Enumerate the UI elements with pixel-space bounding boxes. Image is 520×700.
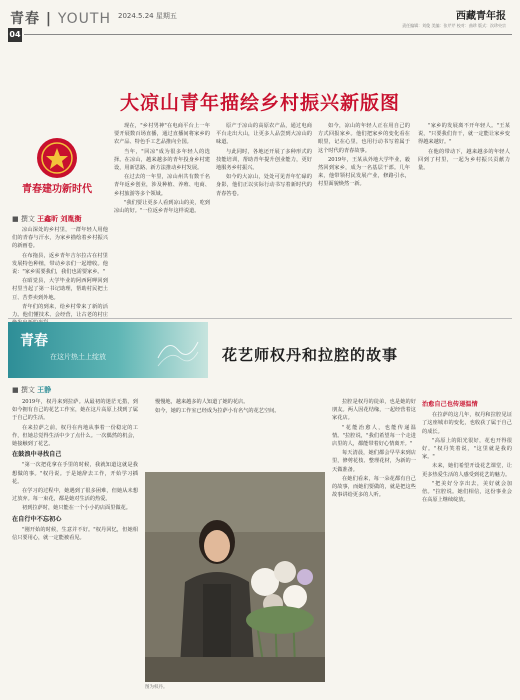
section-name: 青春	[10, 11, 40, 27]
paragraph: 如今，凉山的年轻人正在用自己的方式回报家乡。他们把家乡的变化看在眼里，记在心里，也用行动书写着属于这个时代的青春故事。	[318, 123, 410, 154]
banner-subtitle: 在这片热土上绽放	[50, 353, 106, 361]
paragraph: 青年们的到来，给乡村带来了新的活力。他们懂技术、会经营，让古老的村庄	[12, 303, 108, 319]
article1-byline: ■ 撰文 王鑫昕 刘胤衡	[12, 215, 82, 223]
subheading-2: 在自行中不忘初心	[12, 515, 62, 523]
paragraph: 慢慢地，越来越多的人知道了她的花店。	[155, 399, 249, 405]
subheading-1: 在鼓浪中寻找自己	[12, 451, 62, 459]
paragraph: 每天清晨，她们都会早早来到店里，修剪花枝、整理花材，为新的一天做准备。	[332, 450, 416, 473]
paragraph: 在来拉萨之前，权丹在内地从事着一份稳定的工作，但她总觉得生活中少了点什么。一次偶然的机会，她接触到了花艺。	[12, 424, 138, 448]
byline-authors: 王鑫昕 刘胤衡	[37, 215, 82, 223]
paragraph: 如今，她的工作室已经成为拉萨小有名气的花艺空间。	[155, 408, 280, 415]
paragraph: 2019年，王某从外地大学毕业，毅然回到家乡，成为一名基层干部。几年来，他带领村民发展产业，修路引水，村里面貌焕然一新。	[318, 156, 410, 188]
paragraph: 当年，"回凉"成为很多年轻人的选择。在凉山，越来越多的青年投身乡村建设，用新思路、新方法推动乡村发展。	[114, 148, 210, 172]
paragraph: "高原上的阳光很好，花也开得很好。"权丹笑着说，"这里就是我的家。"	[422, 437, 512, 461]
byline-author: 王静	[37, 386, 52, 394]
paragraph: 在昭觉县，大学毕业的阿西阿呷回到村里当起了第一书记助理，帮助村民把土豆、苦荞卖到外地。	[12, 278, 108, 301]
photo-caption: 图为权丹。	[145, 685, 168, 690]
article1-column-1	[12, 226, 108, 319]
banner-title: 青春	[20, 333, 48, 349]
paragraph: 未来，她们希望开设花艺课堂，让更多热爱生活的人感受到花艺的魅力。	[422, 463, 512, 478]
section-label: 青春 | YOUTH	[10, 11, 112, 27]
paragraph: 原产于凉山的高原农产品，通过电商平台走出大山，让更多人品尝到大凉山的味道。	[216, 123, 312, 146]
article2-column-2	[145, 398, 325, 468]
subheading-3: 治愈自己也传递温情	[422, 401, 478, 408]
article1-column-2	[114, 122, 210, 316]
paragraph: "第一次把花拿在手里的时候，我就知道这就是我想做的事。"权丹说。于是她辞去工作，开始学习插花。	[12, 462, 138, 485]
article1-column-4	[318, 122, 510, 316]
paragraph: 在拉萨的这几年，权丹和拉腔见证了这座城市的变化，也收获了属于自己的成长。	[422, 412, 512, 435]
paragraph: 在过去的一年里，凉山州共有数千名青年返乡创业，涉及种植、养殖、电商、乡村旅游等多个领域。	[114, 174, 210, 197]
paragraph: 与此同时，各地还开展了多种形式的技能培训，帮助青年提升创业能力，更好地服务乡村振兴。	[216, 148, 312, 172]
article1-headline: 大凉山青年描绘乡村振兴新版图	[119, 92, 400, 114]
svg-text:青春建功新时代: 青春建功新时代	[22, 184, 92, 195]
paragraph: 如今的大凉山，处处可见青年忙碌的身影，他们正以实际行动书写着新时代的青春答卷。	[216, 174, 312, 197]
article2-column-3	[332, 398, 416, 694]
paragraph: "家乡的发展离不开年轻人。"王某说，"只要我们肯干，就一定能让家乡变得越来越好。"	[418, 123, 510, 146]
paragraph: 凉山深处的乡村里，一群年轻人用他们的青春与汗水，为家乡描绘着乡村振兴的新画卷。	[12, 227, 108, 250]
banner-decoration-icon	[158, 328, 198, 372]
paragraph: 在她们看来，每一朵花都有自己的故事，而她们要做的，就是把这些故事讲给更多的人听。	[332, 475, 416, 499]
paragraph: "我们要让更多人看到凉山的美，吃到凉山的好。"一位返乡青年这样说道。	[114, 199, 210, 215]
paragraph: 2019年，权丹来到拉萨。从最初的迷茫无措，到如今拥有自己的花艺工作室，她在这片高原上找到了属于自己的生活。	[12, 399, 138, 422]
youth-emblem-logo	[12, 130, 102, 208]
byline-label: 撰文	[20, 386, 35, 394]
header-rule	[24, 34, 512, 35]
paragraph: 现在，"乡村男神"在电商平台上一年要开展数百场直播，通过直播间将家乡的农产品、特色手工艺品推向全国。	[114, 123, 210, 146]
article2-banner-image	[8, 322, 208, 378]
article1-column-3	[216, 122, 312, 316]
article2-headline: 花艺师权丹和拉腔的故事	[222, 346, 399, 364]
paragraph: 在布拖县，返乡青年吉尔拉古在村里发展特色种植，带动乡亲们一起增收。他说："家乡需要我们，我们也需要家乡。"	[12, 252, 108, 276]
section-name-en: YOUTH	[57, 11, 112, 27]
page-header	[8, 6, 512, 46]
article-divider	[8, 318, 512, 319]
paper-name: 西藏青年报	[456, 11, 506, 22]
paragraph: 拉腔是权丹的徒弟，也是她的好朋友。两人因花结缘，一起经营着这家花店。	[332, 399, 416, 422]
editor-credits: 责任编辑：刘俊 美编：张芹芹 校对：曲珍 版式：次珍央宗	[402, 23, 506, 28]
article2-column-1	[12, 398, 138, 694]
issue-date: 2024.5.24 星期五	[118, 12, 177, 20]
article2-column-4	[422, 398, 512, 694]
paragraph: 初到拉萨时，她只能在一个小小的店面里做花。	[22, 505, 131, 512]
paragraph: 在他的带动下，越来越多的年轻人回到了村里，一起为乡村振兴贡献力量。	[418, 148, 510, 172]
byline-label: 撰文	[20, 215, 35, 223]
paragraph: "花能治愈人，也能传递温情。"拉腔说，"我们希望每一个走进店里的人，都能带着好心情离开。"	[332, 424, 416, 448]
article2-byline: ■ 撰文 王静	[12, 386, 52, 394]
paragraph: "刚开始的时候，生意并不好。"权丹回忆，但她相信只要用心，就一定能被看见。	[12, 526, 138, 542]
florist-photo	[145, 472, 325, 682]
page-number: 04	[8, 28, 22, 42]
paragraph: "把美好分享出去，美好就会加倍。"拉腔说。她们相信，这份事业会在高原上继续绽放。	[422, 480, 512, 504]
paragraph: 在学习的过程中，她遇到了很多困难，但她从未想过放弃。每一束花，都是她对生活的热爱。	[12, 488, 138, 503]
